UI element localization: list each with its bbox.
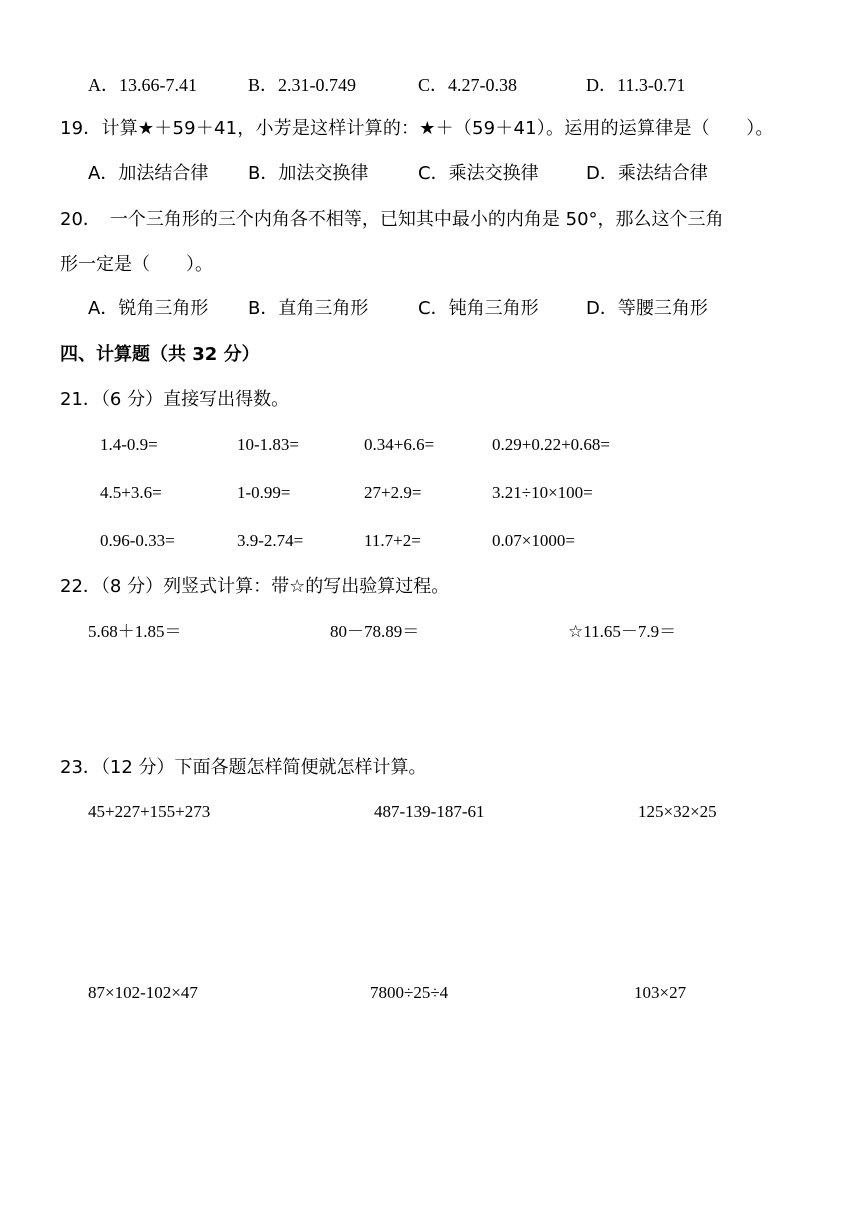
q23-stem: 23．（12 分）下面各题怎样简便就怎样计算。	[60, 757, 427, 778]
q20-option-c: C．钝角三角形	[418, 298, 539, 319]
q22-stem: 22．（8 分）列竖式计算：带☆的写出验算过程。	[60, 576, 450, 597]
q21-item: 3.21÷10×100=	[492, 483, 593, 502]
q20-option-b: B．直角三角形	[248, 298, 369, 319]
q21-item: 11.7+2=	[364, 531, 421, 550]
q21-item: 0.96-0.33=	[100, 531, 175, 550]
section-heading: 四、计算题（共 32 分）	[60, 344, 260, 365]
q20-stem-line2: 形一定是（ ）。	[60, 254, 213, 275]
q19-stem: 19．计算★＋59＋41，小芳是这样计算的：★＋（59＋41）。运用的运算律是（ ）。	[60, 118, 774, 139]
q21-item: 10-1.83=	[237, 435, 299, 454]
q23-item: 7800÷25÷4	[370, 983, 449, 1002]
q21-item: 0.07×1000=	[492, 531, 575, 550]
q23-item: 487-139-187-61	[374, 802, 485, 821]
q18-option-a: A．13.66-7.41	[88, 75, 197, 95]
q21-item: 0.29+0.22+0.68=	[492, 435, 611, 454]
q21-stem: 21．（6 分）直接写出得数。	[60, 389, 290, 410]
q22-item: 80－78.89＝	[330, 622, 420, 641]
q20-option-a: A．锐角三角形	[88, 298, 209, 319]
q19-option-c: C．乘法交换律	[418, 163, 539, 184]
q20-option-d: D．等腰三角形	[586, 298, 708, 319]
q19-option-d: D．乘法结合律	[586, 163, 708, 184]
q19-option-b: B．加法交换律	[248, 163, 369, 184]
q21-item: 27+2.9=	[364, 483, 422, 502]
q19-option-a: A．加法结合律	[88, 163, 209, 184]
q18-option-d: D．11.3-0.71	[586, 75, 686, 95]
q23-item: 87×102-102×47	[88, 983, 198, 1002]
q21-item: 1-0.99=	[237, 483, 291, 502]
q23-item: 125×32×25	[638, 802, 717, 821]
q21-item: 0.34+6.6=	[364, 435, 435, 454]
q18-option-c: C．4.27-0.38	[418, 75, 517, 95]
q23-item: 45+227+155+273	[88, 802, 211, 821]
q22-item: ☆11.65－7.9＝	[568, 622, 677, 641]
q20-stem-line1: 20． 一个三角形的三个内角各不相等，已知其中最小的内角是 50°，那么这个三角	[60, 209, 724, 230]
q22-item: 5.68＋1.85＝	[88, 622, 182, 641]
q21-item: 3.9-2.74=	[237, 531, 304, 550]
q18-option-b: B．2.31-0.749	[248, 75, 356, 95]
q23-item: 103×27	[634, 983, 687, 1002]
q21-item: 4.5+3.6=	[100, 483, 162, 502]
q21-item: 1.4-0.9=	[100, 435, 158, 454]
